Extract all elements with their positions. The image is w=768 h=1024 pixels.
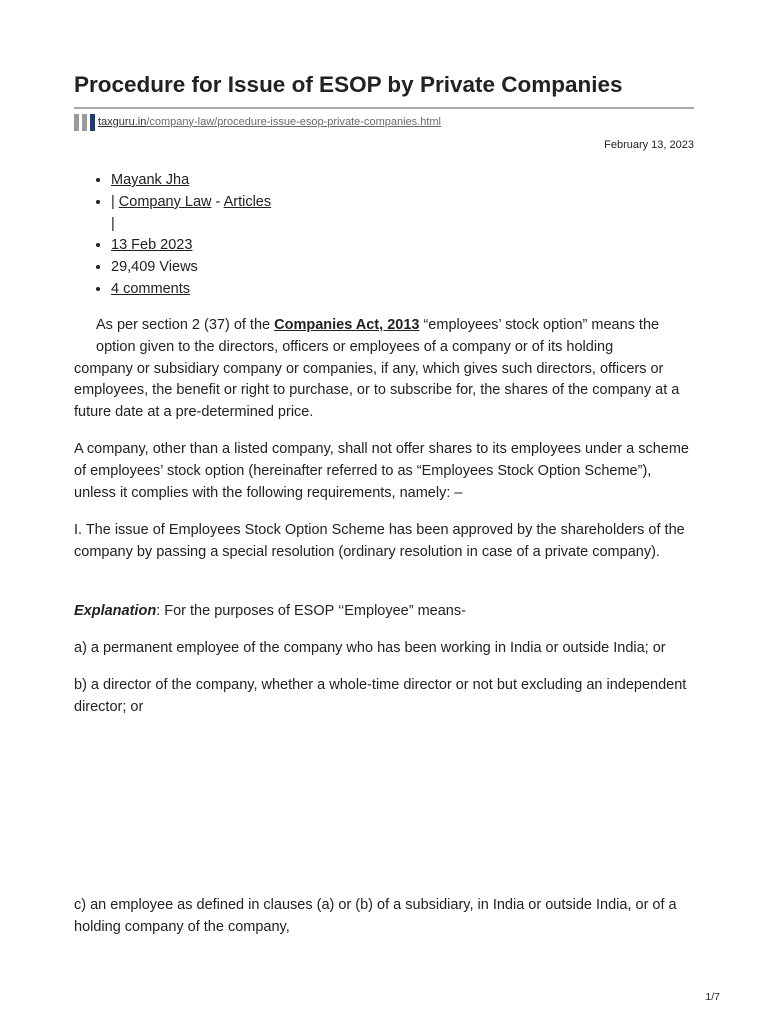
explanation-text: : For the purposes of ESOP ‘‘Employee” means- [156,603,466,619]
approval-paragraph: I. The issue of Employees Stock Option Scheme has been approved by the shareholders of the company by passing a special resolution (ordinary resolution in case of a private company). [74,522,685,560]
source-bar-icon [90,114,95,131]
source-bar-icon [74,114,79,131]
definition-text: “employees’ stock option” means the [419,317,660,333]
category-link[interactable]: Company Law [118,193,212,210]
definition-rest: company or subsidiary company or companies, if any, which gives such directors, officers or employees, the benefit or right to purchase, or to subscribe for, the shares of the company at a future date at a pre-determined price. [74,360,680,421]
article-meta-list [74,170,271,301]
page-number: 1/7 [705,991,720,1003]
definition-text: option given to the directors, officers or employees of a company or of its holding [96,338,614,355]
companies-act-link[interactable]: Companies Act, 2013 [274,317,420,333]
page-title: Procedure for Issue of ESOP by Private Companies [74,72,623,97]
explanation-paragraph [74,601,694,623]
explanation-label: Explanation [74,603,157,619]
item-b: b) a director of the company, whether a whole-time director or not but excluding an independent director; or [74,677,687,715]
comments-link[interactable]: 4 comments [111,280,190,297]
meta-date [111,235,271,257]
item-a: a) a permanent employee of the company who has been working in India or outside India; or [74,640,666,656]
source-url[interactable] [98,114,441,131]
meta-pipe: | [111,215,115,232]
title-divider [74,107,694,109]
date-link[interactable]: 13 Feb 2023 [111,237,193,254]
definition-first-lines [74,315,694,359]
print-date: February 13, 2023 [604,139,694,151]
meta-separator: | [111,193,119,210]
source-domain[interactable]: taxguru.in [98,115,147,128]
meta-views: • 29,409 Views [111,257,271,279]
meta-category [111,192,271,236]
definition-paragraph [74,315,694,424]
source-line [74,113,441,131]
meta-comments [111,279,271,301]
item-c: c) an employee as defined in clauses (a) or (b) of a subsidiary, in India or outside India, or of a holding company of the company, [74,897,677,935]
author-link[interactable]: Mayank Jha [111,172,190,188]
source-path[interactable]: /company-law/procedure-issue-esop-private-companies.html [146,115,441,128]
source-bar-icon [82,114,87,131]
requirements-paragraph: A company, other than a listed company, shall not offer shares to its employees under a scheme of employees’ stock option (hereinafter referred to as “Employees Stock Option Scheme”), unless it complies with the following requirements, namely: – [74,441,689,501]
meta-dash: - [211,193,224,210]
meta-author [111,170,271,192]
definition-text: As per section 2 (37) of the [96,317,275,333]
section-link[interactable]: Articles [223,193,272,210]
